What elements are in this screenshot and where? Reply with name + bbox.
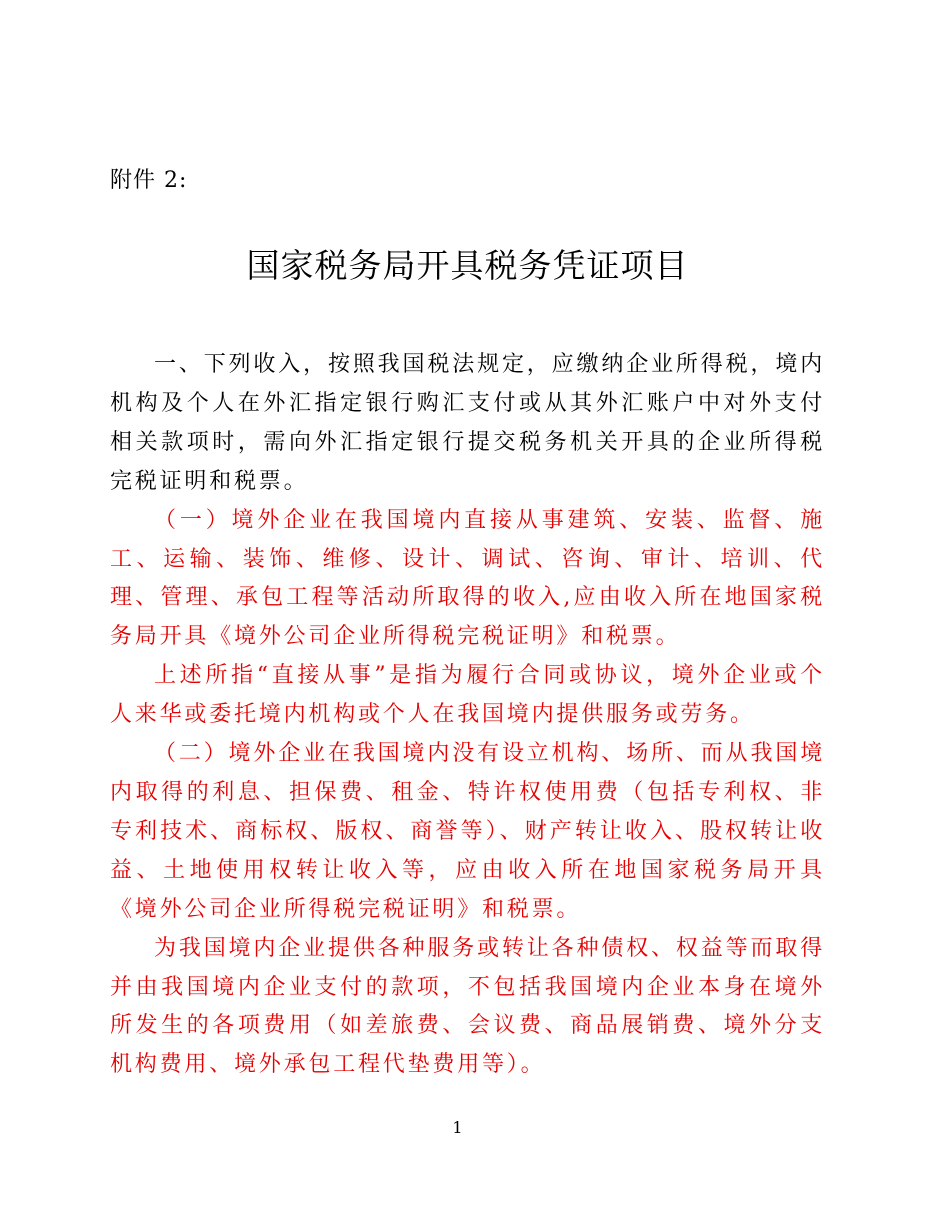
paragraph-services-note: 为我国境内企业提供各种服务或转让各种债权、权益等而取得并由我国境内企业支付的款项，不包括我国境内企业本身在境外所发生的各项费用（如差旅费、会议费、商品展销费、境外分支机构费用、境外承包工程代垫费用等）。 [110,935,825,1078]
paragraph-item-1: （一）境外企业在我国境内直接从事建筑、安装、监督、施工、运输、装饰、维修、设计、调试、咨询、审计、培训、代理、管理、承包工程等活动所取得的收入,应由收入所在地国家税务局开具《境外公司企业所得税完税证明》和税票。 [110,507,825,650]
paragraph-direct-engagement-note: 上述所指“直接从事”是指为履行合同或协议，境外企业或个人来华或委托境内机构或个人在我国境内提供服务或劳务。 [110,663,825,728]
page-number: 1 [452,1118,463,1137]
paragraph-intro: 一、下列收入，按照我国税法规定，应缴纳企业所得税，境内机构及个人在外汇指定银行购汇支付或从其外汇账户中对外支付相关款项时，需向外汇指定银行提交税务机关开具的企业所得税完税证明和税票。 [110,352,825,494]
attachment-label: 附件 2: [110,168,188,193]
paragraph-item-2: （二）境外企业在我国境内没有设立机构、场所、而从我国境内取得的利息、担保费、租金、特许权使用费（包括专利权、非专利技术、商标权、版权、商誉等）、财产转让收入、股权转让收益、土地使用权转让收入等，应由收入所在地国家税务局开具《境外公司企业所得税完税证明》和税票。 [110,741,825,922]
document-body [110,346,825,1085]
document-title: 国家税务局开具税务凭证项目 [246,246,689,285]
